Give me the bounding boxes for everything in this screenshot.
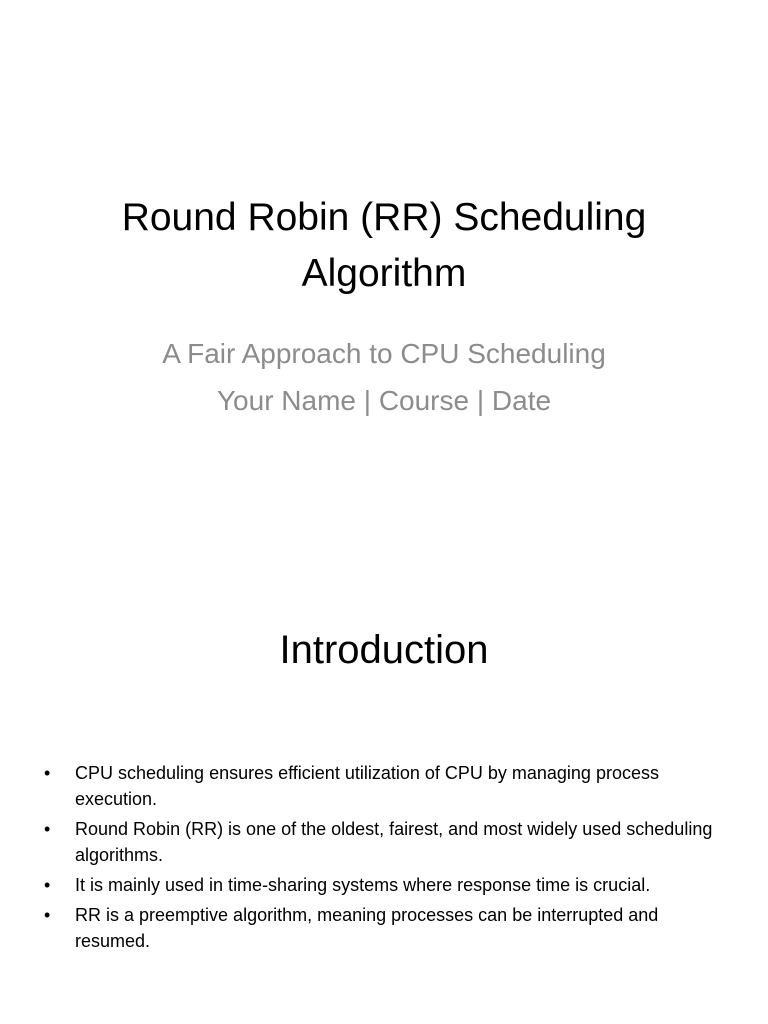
slide-subtitle bbox=[60, 330, 708, 424]
bullet-text: It is mainly used in time-sharing systems where response time is crucial. bbox=[75, 875, 651, 895]
bullet-icon: • bbox=[44, 905, 51, 925]
bullet-item bbox=[40, 902, 720, 954]
slide-title bbox=[60, 190, 708, 302]
slide-title-line-1: Round Robin (RR) Scheduling bbox=[121, 196, 647, 239]
introduction-title: Introduction bbox=[279, 628, 489, 672]
bullet-text: CPU scheduling ensures efficient utilization of CPU by managing process execution. bbox=[75, 763, 659, 809]
bullet-item bbox=[40, 760, 720, 812]
bullet-item bbox=[40, 816, 720, 868]
bullet-icon: • bbox=[44, 819, 51, 839]
bullet-item bbox=[40, 872, 720, 898]
introduction-slide bbox=[0, 576, 768, 1024]
subtitle-author-line: Your Name | Course | Date bbox=[216, 385, 552, 416]
slide-title-line-2: Algorithm bbox=[301, 252, 467, 295]
bullet-text: Round Robin (RR) is one of the oldest, fairest, and most widely used scheduling algorithms. bbox=[75, 819, 713, 865]
bullet-icon: • bbox=[44, 875, 51, 895]
bullet-text: RR is a preemptive algorithm, meaning processes can be interrupted and resumed. bbox=[75, 905, 659, 951]
introduction-bullet-list bbox=[40, 760, 720, 958]
subtitle-tagline: A Fair Approach to CPU Scheduling bbox=[162, 338, 606, 369]
bullet-icon: • bbox=[44, 763, 51, 783]
